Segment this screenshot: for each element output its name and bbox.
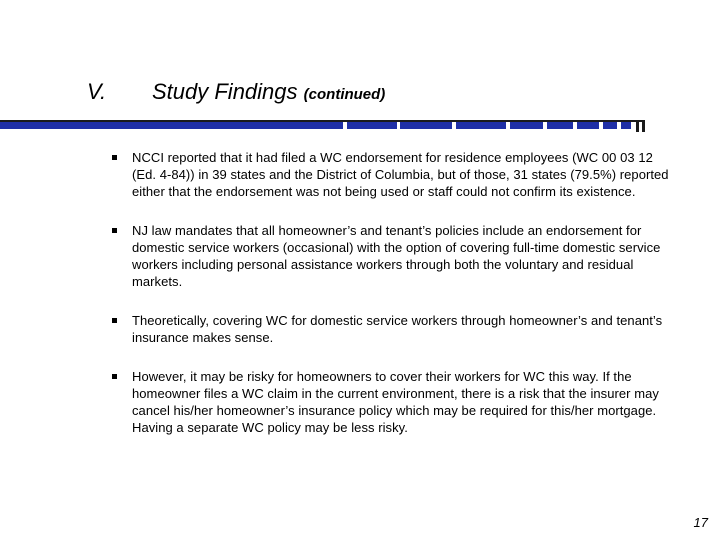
list-item bbox=[112, 312, 672, 346]
divider-segment bbox=[621, 122, 631, 129]
slide-title bbox=[152, 78, 385, 109]
slide-title-text: Study Findings bbox=[152, 79, 298, 104]
divider-tick bbox=[636, 120, 639, 132]
divider-segment bbox=[577, 122, 599, 129]
divider-main-blue bbox=[0, 122, 343, 129]
bullet-text: Theoretically, covering WC for domestic service workers through homeowner’s and tenant’s insurance makes sense. bbox=[132, 313, 663, 345]
bullet-text: However, it may be risky for homeowners to cover their workers for WC this way. If the homeowner files a WC claim in the current environment, there is a risk that the insurer may cancel his/her homeowner’s insurance policy which may be required for this/her mortgage. Having a separate WC policy may be less risky. bbox=[132, 369, 659, 435]
bullet-icon bbox=[112, 374, 117, 379]
list-item bbox=[112, 222, 672, 290]
bullet-icon bbox=[112, 318, 117, 323]
divider-segment bbox=[510, 122, 543, 129]
bullet-text: NCCI reported that it had filed a WC endorsement for residence employees (WC 00 03 12 (Ed. 4-84)) in 39 states and the District of Columbia, but of those, 31 states (79.5%) reported either that the endorsement was not being used or staff could not confirm its existence. bbox=[132, 150, 669, 199]
section-number: V. bbox=[87, 79, 107, 104]
slide-title-suffix: (continued) bbox=[303, 86, 386, 103]
page-number: 17 bbox=[693, 515, 708, 530]
divider-segment bbox=[547, 122, 573, 129]
findings-list bbox=[112, 149, 672, 436]
bullet-text: NJ law mandates that all homeowner’s and tenant’s policies include an endorsement for domestic service workers (occasional) with the option of covering full-time domestic service workers including personal assistance workers through both the voluntary and residual markets. bbox=[132, 223, 661, 289]
title-divider-bar bbox=[0, 118, 660, 132]
bullet-icon bbox=[112, 155, 117, 160]
divider-segment bbox=[400, 122, 452, 129]
divider-dark-line bbox=[0, 120, 645, 122]
divider-tick bbox=[642, 120, 645, 132]
divider-segment bbox=[603, 122, 617, 129]
list-item bbox=[112, 368, 672, 436]
divider-segment bbox=[347, 122, 397, 129]
bullet-icon bbox=[112, 228, 117, 233]
list-item bbox=[112, 149, 672, 200]
divider-segment bbox=[456, 122, 506, 129]
